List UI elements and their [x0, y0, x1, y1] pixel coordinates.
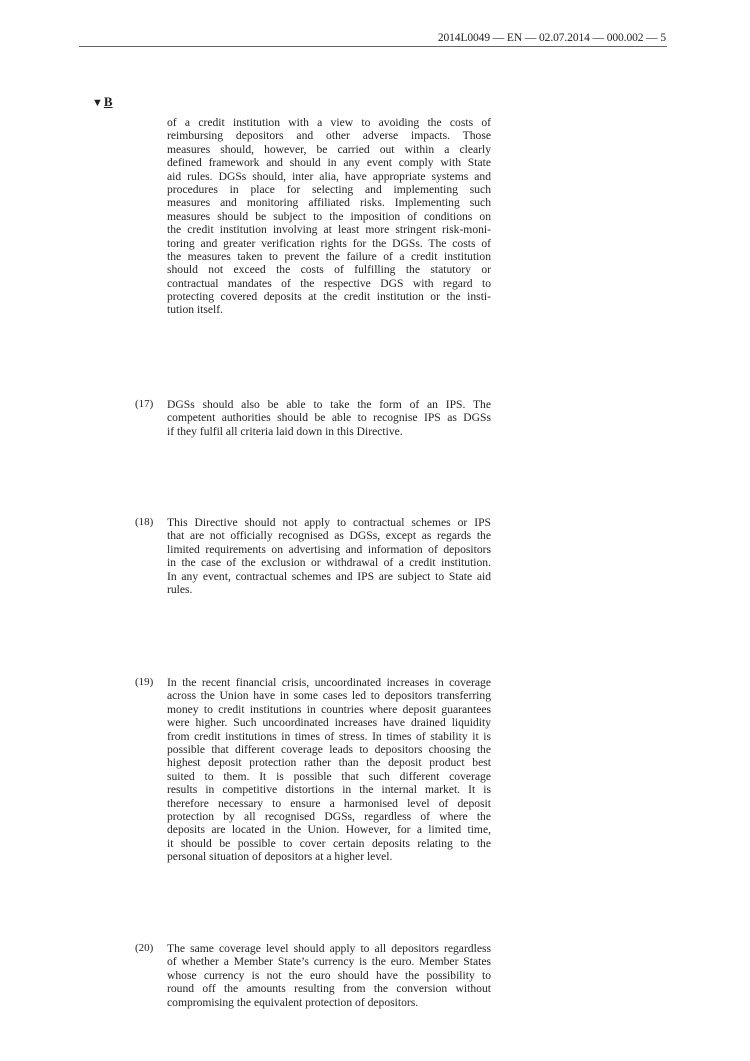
- paragraph-line: results in competitive distortions in the internal market. It is: [167, 783, 491, 797]
- paragraph-line: the credit institution involving at least more stringent risk-moni-: [167, 223, 491, 237]
- paragraph-number-17: (17): [135, 398, 154, 410]
- paragraph-line: whose currency is not the euro should have the possibility to: [167, 968, 491, 982]
- paragraph-line: protection by all recognised DGSs, regardless of where the: [167, 809, 491, 823]
- paragraph-line: In the recent financial crisis, uncoordinated increases in coverage: [167, 676, 491, 689]
- paragraph-line: rules.: [167, 582, 193, 596]
- paragraph-line: from credit institutions in times of stress. In times of stability it is: [167, 729, 491, 743]
- paragraph-line: if they fulfil all criteria laid down in this Directive.: [167, 424, 403, 438]
- paragraph-line: competent authorities should be able to recognise IPS as DGSs: [167, 411, 491, 425]
- paragraph-line: should not exceed the costs of fulfilling the statutory or: [167, 263, 491, 277]
- paragraph-19: [167, 676, 491, 863]
- paragraph-line: compromising the equivalent protection of depositors.: [167, 995, 419, 1009]
- paragraph-line: In any event, contractual schemes and IPS are subject to State aid: [167, 569, 491, 583]
- paragraph-line: contractual mandates of the respective DGS with regard to: [167, 276, 491, 290]
- paragraph-line: measures and monitoring affiliated risks. Implementing such: [167, 196, 491, 210]
- paragraph-16-continued: [167, 116, 491, 317]
- paragraph-line: of whether a Member State’s currency is the euro. Member States: [167, 955, 491, 969]
- paragraph-line: therefore necessary to ensure a harmonised level of deposit: [167, 796, 491, 810]
- amendment-marker-label[interactable]: B: [103, 94, 113, 109]
- paragraph-18: [167, 516, 491, 596]
- paragraph-line: deposits are located in the Union. However, for a limited time,: [167, 823, 491, 837]
- paragraph-line: toring and greater verification rights for the DGSs. The costs of: [167, 236, 491, 250]
- paragraph-line: This Directive should not apply to contractual schemes or IPS: [167, 516, 491, 529]
- paragraph-line: across the Union have in some cases led to depositors transferring: [167, 689, 491, 703]
- paragraph-line: were higher. Such uncoordinated increases have drained liquidity: [167, 716, 491, 730]
- paragraph-line: protecting covered deposits at the credit institution or the insti-: [167, 290, 491, 304]
- paragraph-line: defined framework and should in any event comply with State: [167, 156, 491, 170]
- paragraph-line: the measures taken to prevent the failure of a credit institution: [167, 249, 491, 263]
- paragraph-line: possible that different coverage leads to depositors choosing the: [167, 742, 491, 756]
- paragraph-number-19: (19): [135, 676, 154, 688]
- triangle-down-icon: ▼: [92, 97, 103, 109]
- paragraph-line: procedures in place for selecting and implementing such: [167, 182, 491, 196]
- paragraph-line: aid rules. DGSs should, inter alia, have appropriate systems and: [167, 169, 491, 183]
- paragraph-line: suited to them. It is possible that such different coverage: [167, 769, 491, 783]
- paragraph-number-18: (18): [135, 516, 154, 528]
- paragraph-line: personal situation of depositors at a higher level.: [167, 850, 393, 864]
- paragraph-20: [167, 942, 491, 1009]
- paragraph-line: of a credit institution with a view to avoiding the costs of: [167, 116, 491, 129]
- paragraph-number-20: (20): [135, 942, 154, 954]
- paragraph-line: The same coverage level should apply to all depositors regardless: [167, 942, 491, 955]
- paragraph-line: reimbursing depositors and other adverse impacts. Those: [167, 129, 491, 143]
- paragraph-line: it should be possible to cover certain deposits relating to the: [167, 836, 491, 850]
- paragraph-line: measures should, however, be carried out within a clearly: [167, 142, 491, 156]
- paragraph-line: DGSs should also be able to take the form of an IPS. The: [167, 398, 491, 411]
- paragraph-line: in the case of the exclusion or withdrawal of a credit institution.: [167, 556, 491, 570]
- amendment-marker: [92, 94, 113, 110]
- paragraph-line: limited requirements on advertising and information of depositors: [167, 542, 491, 556]
- paragraph-line: highest deposit protection rather than the deposit product best: [167, 756, 491, 770]
- paragraph-17: [167, 398, 491, 438]
- paragraph-line: tution itself.: [167, 303, 224, 317]
- paragraph-line: round off the amounts resulting from the conversion without: [167, 982, 491, 996]
- document-reference-header: 2014L0049 — EN — 02.07.2014 — 000.002 — 5: [437, 32, 666, 44]
- paragraph-line: that are not officially recognised as DGSs, except as regards the: [167, 529, 491, 543]
- header-rule: [79, 46, 667, 47]
- paragraph-line: measures should be subject to the imposition of conditions on: [167, 209, 491, 223]
- paragraph-line: money to credit institutions in countries where deposit guarantees: [167, 702, 491, 716]
